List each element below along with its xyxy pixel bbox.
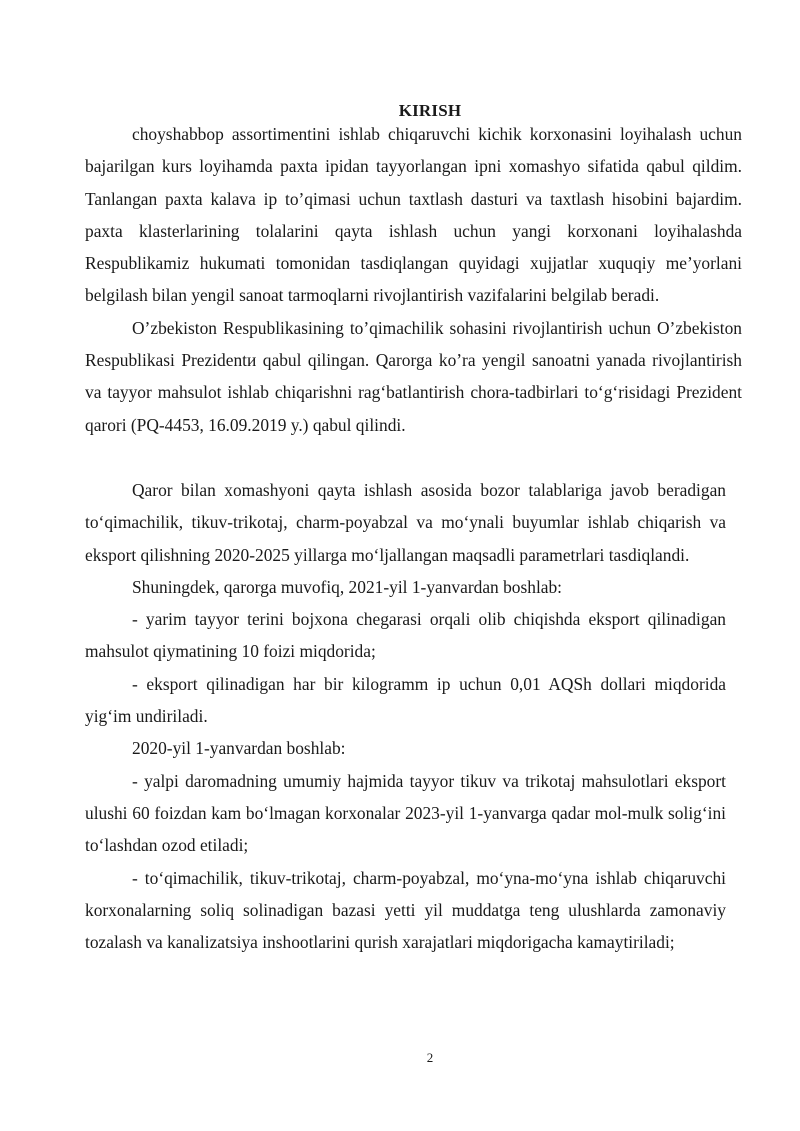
- list-item-yarn-export-fee: - eksport qilinadigan har bir kilogramm ip uchun 0,01 AQSh dollari miqdorida yig‘im undiriladi.: [85, 673, 726, 727]
- page-number: 2: [426, 1050, 434, 1065]
- paragraph-presidential-decree: O’zbekiston Respublikasining to’qimachilik sohasini rivojlantirish uchun O’zbekiston Respublikasi Prezidentи qabul qilingan. Qarorga ko’ra yengil sanoatni yanada rivojlantirish va tayyor mahsulot ishlab chiqarishni rag‘batlantirish chora-tadbirlari to‘g‘risidagi Prezident qarori (PQ-4453, 16.09.2019 y.) qabul qilindi.: [85, 317, 742, 435]
- paragraph-from-2021: Shuningdek, qarorga muvofiq, 2021-yil 1-yanvardan boshlab:: [132, 576, 563, 597]
- body-text-top: [85, 118, 742, 441]
- body-text-bottom: [85, 474, 726, 958]
- paragraph-target-parameters: Qaror bilan xomashyoni qayta ishlash asosida bozor talablariga javob beradigan to‘qimachilik, tikuv-trikotaj, charm-poyabzal va mo‘ynali buyumlar ishlab chiqarish va eksport qilishning 2020-2025 yillarga mo‘ljallangan maqsadli parametrlari tasdiqlandi.: [85, 480, 726, 565]
- list-item-tax-base-reduction: - to‘qimachilik, tikuv-trikotaj, charm-poyabzal, mo‘yna-mo‘yna ishlab chiqaruvchi korxonalarning soliq solinadigan bazasi yetti yil muddatga teng ulushlarda zamonaviy tozalash va kanalizatsiya inshootlarini qurish xarajatlari miqdorigacha kamaytiriladi;: [85, 867, 726, 953]
- list-item-property-tax-exemption: - yalpi daromadning umumiy hajmida tayyor tikuv va trikotaj mahsulotlari eksport ulushi 60 foizdan kam bo‘lmagan korxonalar 2023-yil 1-yanvarga qadar mol-mulk solig‘ini to‘lashdan ozod etiladi;: [85, 770, 726, 856]
- paragraph-from-2020: 2020-yil 1-yanvardan boshlab:: [132, 738, 346, 759]
- section-heading: KIRISH: [398, 101, 462, 120]
- paragraph-intro: choyshabbop assortimentini ishlab chiqaruvchi kichik korxonasini loyihalash uchun bajarilgan kurs loyihamda paxta ipidan tayyorlangan ipni xomashyo sifatida qabul qildim. Tanlangan paxta kalava ip to’qimasi uchun taxtlash dasturi va taxtlash hisobini bajardim. paxta klasterlarining tolalarini qayta ishlash uchun yangi korxonani loyihalashda Respublikamiz hukumati tomonidan tasdiqlangan quyidagi xujjatlar xuquqiy me’yorlani belgilash bilan yengil sanoat tarmoqlarni rivojlantirish vazifalarini belgilab beradi.: [85, 124, 742, 306]
- list-item-leather-export-fee: - yarim tayyor terini bojxona chegarasi orqali olib chiqishda eksport qilinadigan mahsulot qiymatining 10 foizi miqdorida;: [85, 609, 726, 662]
